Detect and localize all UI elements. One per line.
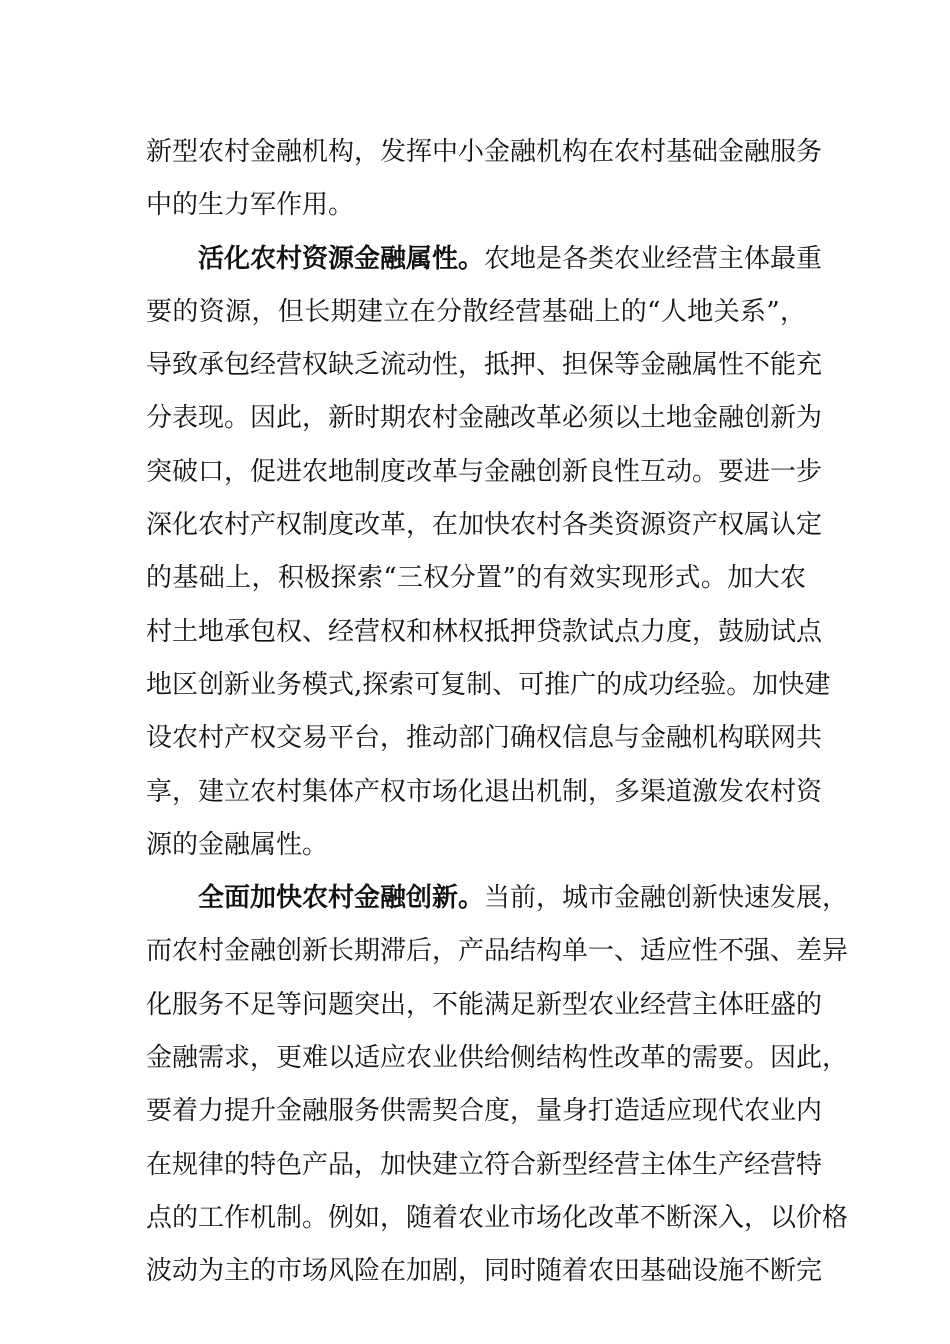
text-line: 波动为主的市场风险在加剧，同时随着农田基础设施不断完 <box>146 1256 823 1287</box>
text-line: 新型农村金融机构，发挥中小金融机构在农村基础金融服务 <box>146 137 823 167</box>
body-text <box>146 126 849 1299</box>
text-run: 当前，城市金融创新快速发展， <box>484 883 849 914</box>
text-line: 村土地承包权、经营权和林权抵押贷款试点力度，鼓励试点 <box>146 616 823 647</box>
text-line: 地区创新业务模式,探索可复制、可推广的成功经验。加快建 <box>146 669 831 700</box>
text-line: 分表现。因此，新时期农村金融改革必须以土地金融创新为 <box>146 403 823 434</box>
text-line: 突破口，促进农地制度改革与金融创新良性互动。要进一步 <box>146 456 823 487</box>
text-line: 而农村金融创新长期滞后，产品结构单一、适应性不强、差异 <box>146 936 849 967</box>
text-line: 金融需求，更难以适应农业供给侧结构性改革的需要。因此， <box>146 1043 849 1074</box>
text-line: 设农村产权交易平台，推动部门确权信息与金融机构联网共 <box>146 723 823 754</box>
text-line: 在规律的特色产品，加快建立符合新型经营主体生产经营特 <box>146 1149 823 1180</box>
paragraph-heading: 全面加快农村金融创新。 <box>198 883 485 914</box>
text-line: 要着力提升金融服务供需契合度，量身打造适应现代农业内 <box>146 1096 823 1127</box>
text-line: 点的工作机制。例如，随着农业市场化改革不断深入，以价格 <box>146 1202 849 1233</box>
text-line: 要的资源，但长期建立在分散经营基础上的“人地关系”， <box>146 296 806 327</box>
text-line: 源的金融属性。 <box>146 829 329 860</box>
text-line: 享，建立农村集体产权市场化退出机制，多渠道激发农村资 <box>146 776 823 807</box>
paragraph-first-line <box>146 233 823 286</box>
text-run: 农地是各类农业经营主体最重 <box>484 243 823 274</box>
text-line: 的基础上，积极探索“三权分置”的有效实现形式。加大农 <box>146 563 806 594</box>
text-line: 深化农村产权制度改革，在加快农村各类资源资产权属认定 <box>146 510 823 541</box>
paragraph-first-line <box>146 872 849 925</box>
paragraph-heading: 活化农村资源金融属性。 <box>198 243 485 274</box>
text-line: 导致承包经营权缺乏流动性，抵押、担保等金融属性不能充 <box>146 350 823 381</box>
text-line: 中的生力军作用。 <box>146 190 355 221</box>
text-line: 化服务不足等问题突出，不能满足新型农业经营主体旺盛的 <box>146 989 823 1020</box>
